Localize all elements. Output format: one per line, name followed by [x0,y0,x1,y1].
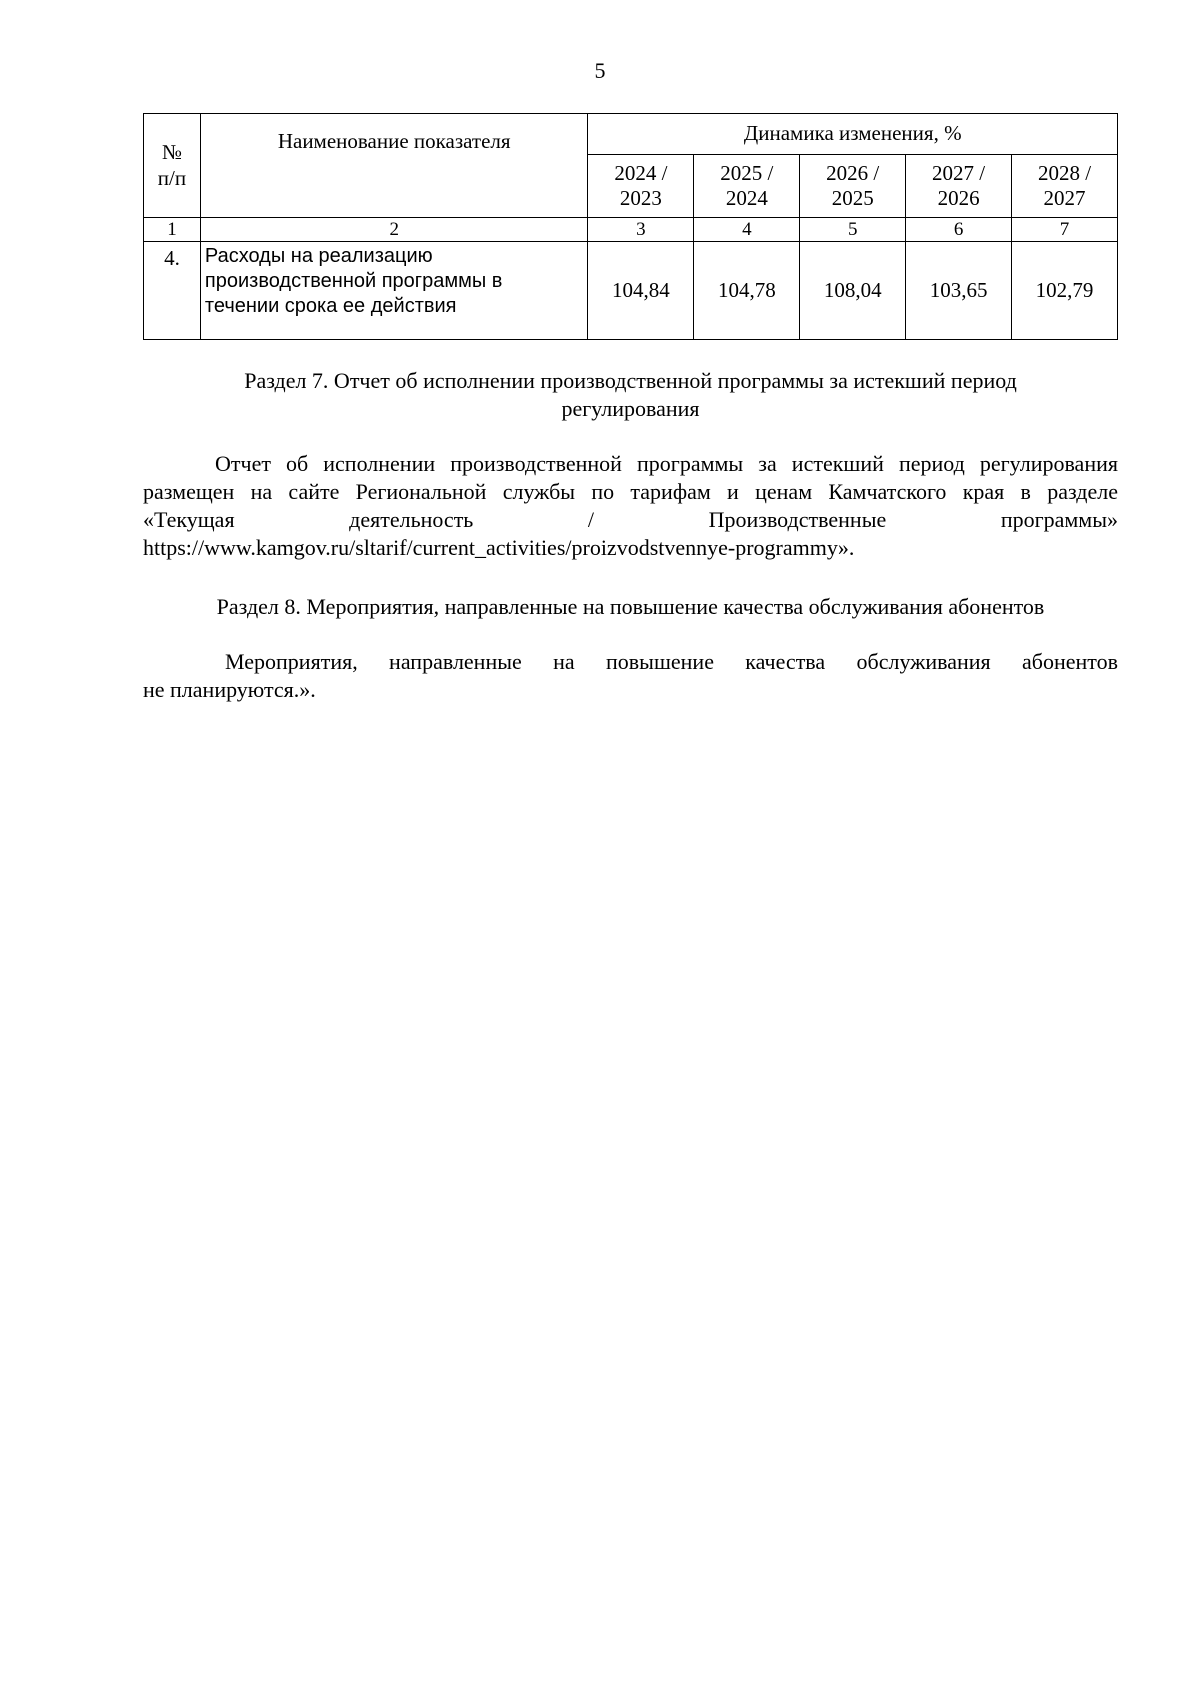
header-year-bottom: 2027 [1043,186,1086,210]
indicators-table [143,113,1118,340]
row-number: 4. [144,242,201,340]
column-index: 2 [200,218,588,242]
section7-title-line: регулирования [561,396,700,422]
section7-link[interactable]: https://www.kamgov.ru/sltarif/current_activities/proizvodstvennye-programmy». [143,535,855,561]
row-value: 108,04 [800,242,906,340]
header-year-top: 2027 / [932,160,986,185]
section8-para-line: не планируются.». [143,677,316,703]
column-index: 6 [906,218,1012,242]
section8-title: Раздел 8. Мероприятия, направленные на повышение качества обслуживания абонентов [216,594,1045,619]
table-header-row [144,114,1118,155]
para-word: Производственные [708,507,887,533]
header-name: Наименование показателя [200,114,588,218]
header-num [144,114,201,218]
header-year [906,155,1012,218]
header-num-pp: п/п [157,165,187,190]
section7-para-line: Отчет об исполнении производственной программы за истекший период регулирования [215,451,1118,476]
header-num-sign: № [161,140,182,165]
column-index: 4 [694,218,800,242]
header-year [1012,155,1118,218]
section8-para-line: Мероприятия, направленные на повышение качества обслуживания абонентов [225,649,1118,674]
section7-title [143,367,1118,423]
row-value: 103,65 [906,242,1012,340]
column-index: 3 [588,218,694,242]
table-row [144,242,1118,340]
header-year-bottom: 2023 [619,186,662,210]
page-number: 5 [594,58,606,83]
section8-paragraph [143,648,1118,704]
header-year [588,155,694,218]
header-year-top: 2025 / [720,160,774,185]
header-year [800,155,906,218]
header-year-top: 2024 / [614,160,668,185]
row-value: 104,78 [694,242,800,340]
para-word: «Текущая [143,507,235,533]
row-value: 104,84 [588,242,694,340]
section7-paragraph [143,450,1118,563]
header-year-bottom: 2025 [831,186,874,210]
header-year-bottom: 2024 [725,186,768,210]
header-dynamics: Динамика изменения, % [588,114,1118,155]
para-word: программы» [1000,507,1118,533]
row-name-line: производственной программы в [204,270,503,292]
row-indicator-name [200,242,588,340]
header-year-bottom: 2026 [937,186,980,210]
column-index: 7 [1012,218,1118,242]
header-year-top: 2028 / [1037,160,1092,185]
column-index: 5 [800,218,906,242]
column-index: 1 [144,218,201,242]
para-word: / [587,507,595,533]
row-name-line: течении срока ее действия [204,295,457,317]
header-year [694,155,800,218]
para-word: деятельность [349,507,474,533]
column-index-row [144,218,1118,242]
header-year-top: 2026 / [826,160,880,185]
section7-title-line: Раздел 7. Отчет об исполнении производственной программы за истекший период [244,368,1017,393]
section7-para-line [143,506,1118,534]
section7-para-line: размещен на сайте Региональной службы по тарифам и ценам Камчатского края в разделе [143,479,1118,505]
row-name-line: Расходы на реализацию [204,245,433,267]
row-value: 102,79 [1012,242,1118,340]
